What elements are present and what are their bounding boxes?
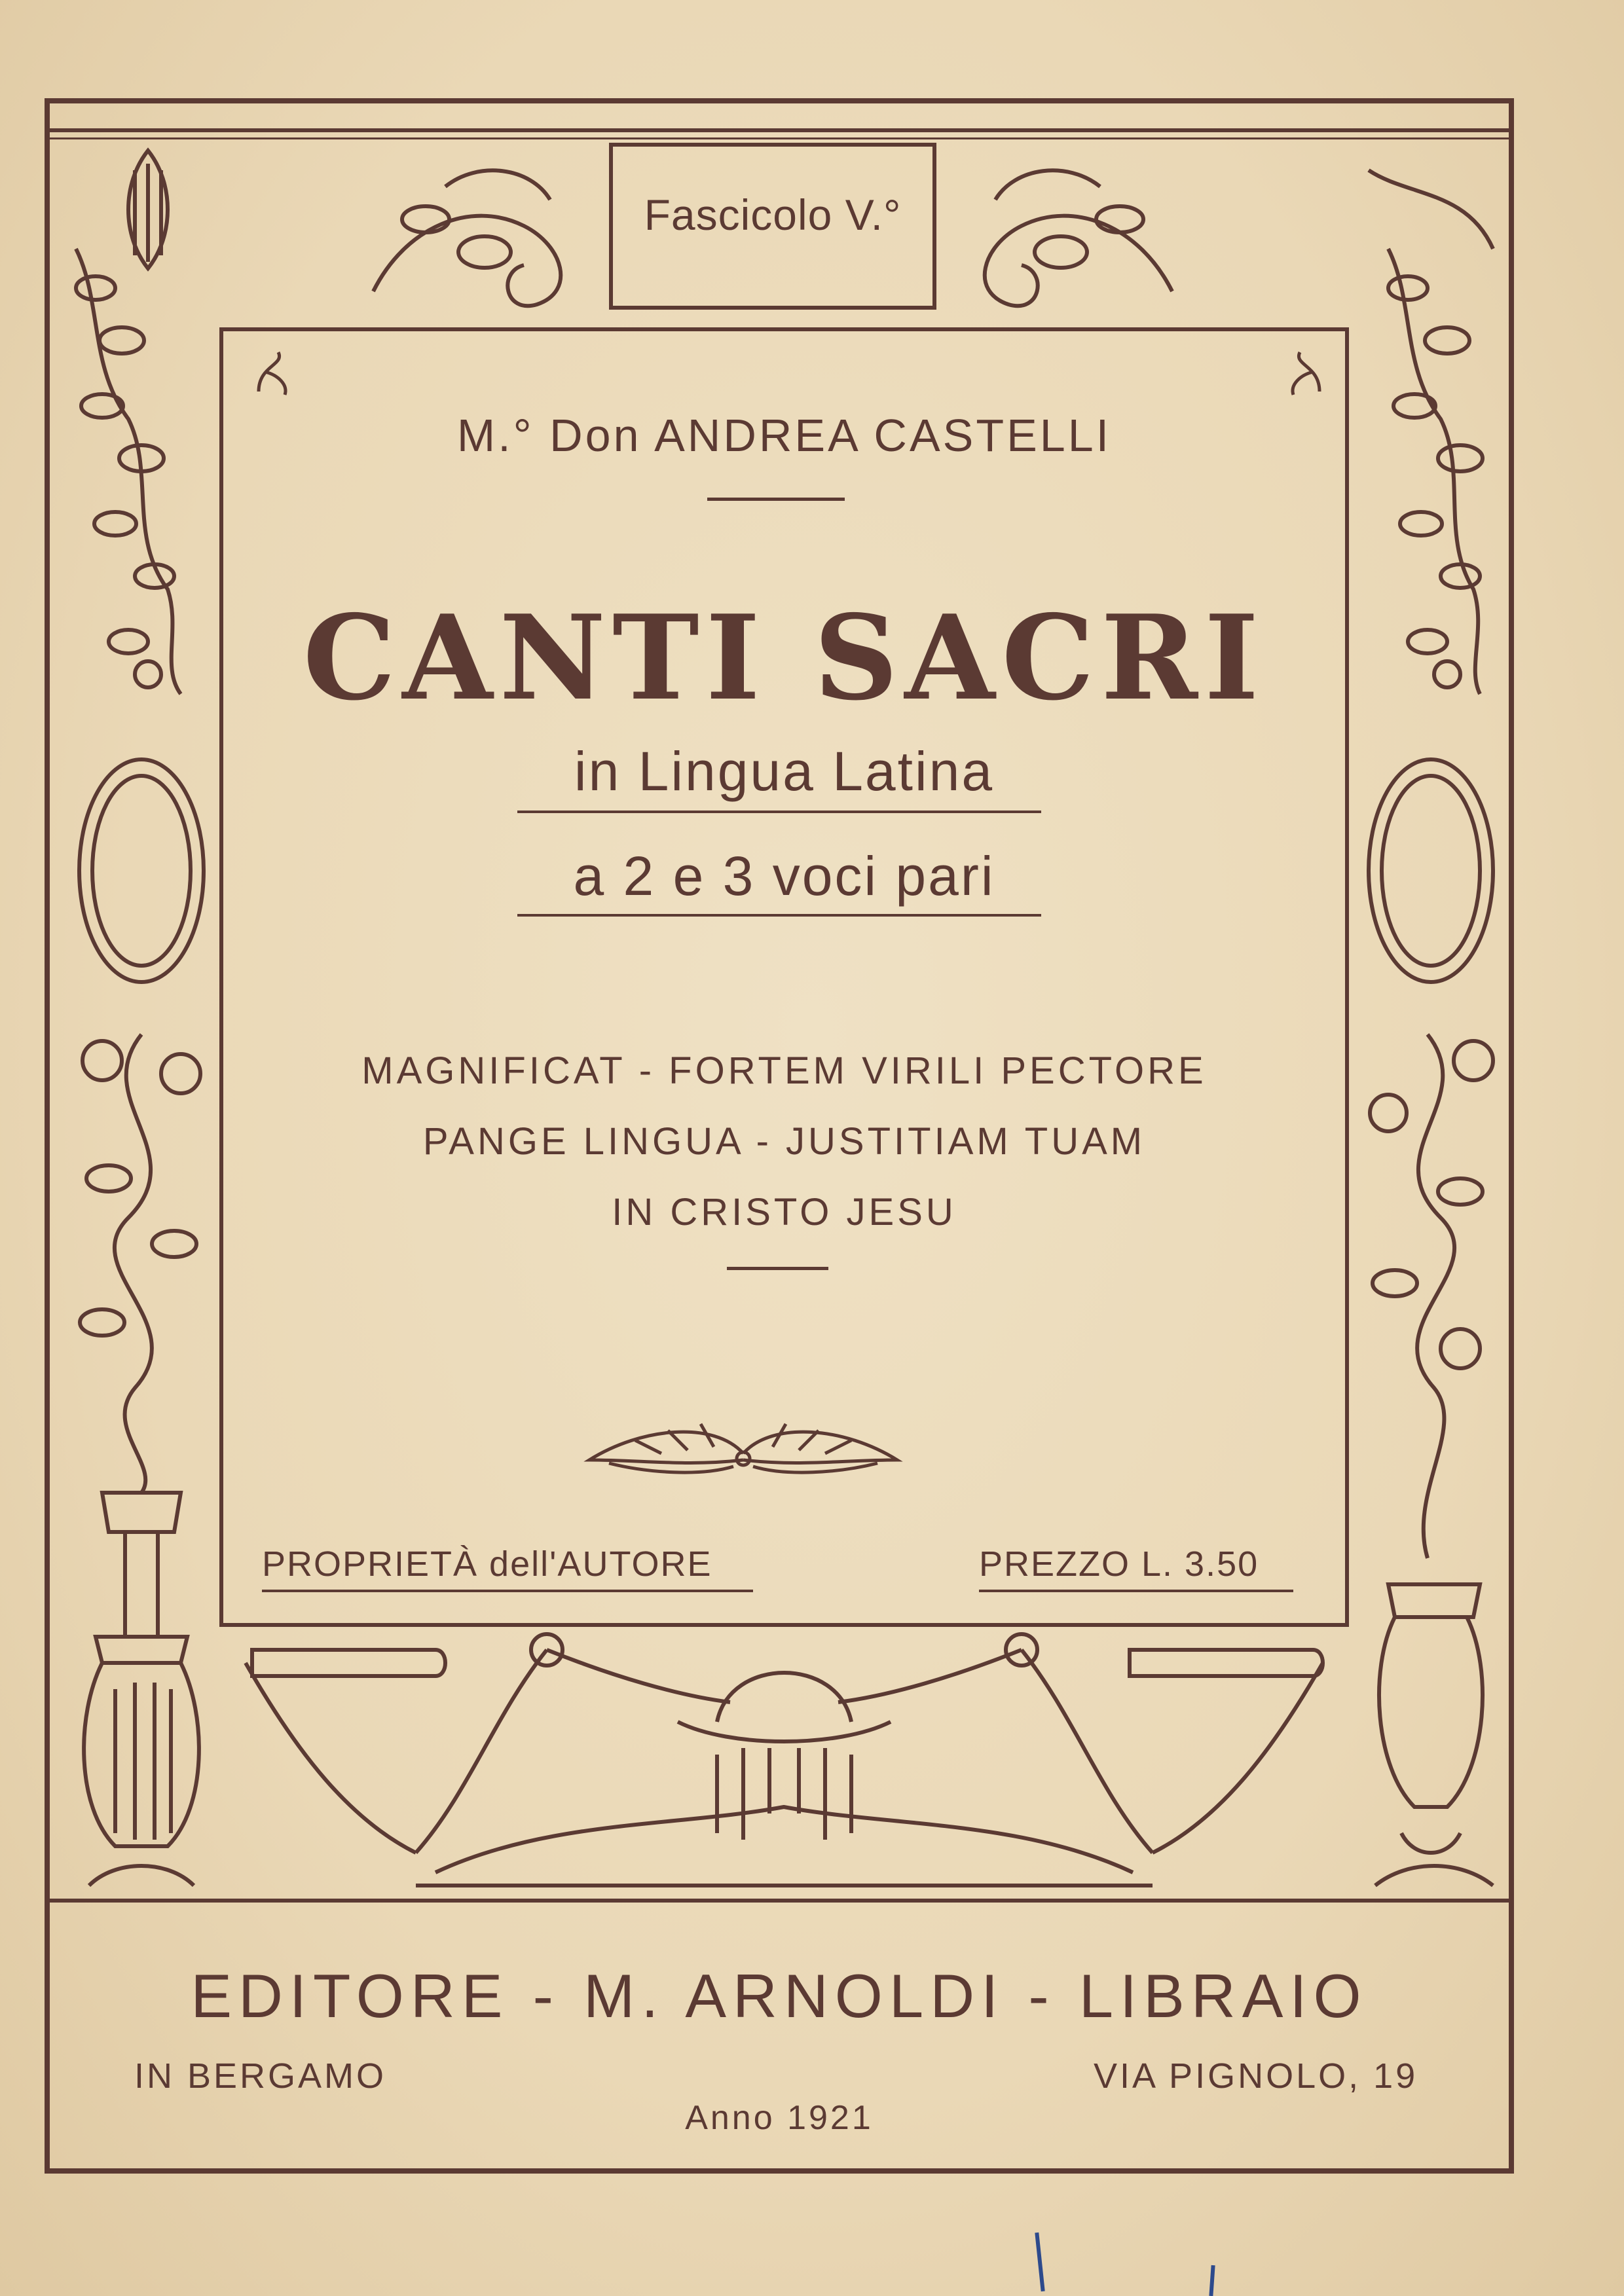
piece-line-3: IN CRISTO JESU xyxy=(612,1191,957,1233)
publisher-city: IN BERGAMO xyxy=(134,2056,387,2096)
subtitle-voices-underline xyxy=(517,914,1041,917)
top-left-scroll-ornament xyxy=(367,147,602,324)
winged-emblem-icon xyxy=(583,1401,904,1493)
corner-flourish-left xyxy=(252,346,298,398)
rights-label: PROPRIETÀ dell'AUTORE xyxy=(262,1544,712,1584)
price-label: PREZZO L. 3.50 xyxy=(979,1544,1259,1584)
publisher-line: EDITORE - M. ARNOLDI - LIBRAIO xyxy=(191,1961,1368,2030)
author-divider xyxy=(707,498,845,501)
author-line: M.° Don ANDREA CASTELLI xyxy=(456,410,1112,461)
fountain-garland-ornament xyxy=(219,1624,1349,1899)
pieces-divider xyxy=(727,1267,828,1270)
left-ornament xyxy=(50,131,220,1899)
price-underline xyxy=(979,1590,1293,1592)
rights-underline xyxy=(262,1590,753,1592)
footer-top-rule xyxy=(45,1899,1514,1903)
subtitle-voices: a 2 e 3 voci pari xyxy=(573,845,995,907)
piece-line-2: PANGE LINGUA - JUSTITIAM TUAM xyxy=(422,1120,1146,1163)
subtitle-language-underline xyxy=(517,811,1041,813)
title: CANTI SACRI xyxy=(303,589,1266,726)
top-rule xyxy=(45,128,1514,132)
right-ornament xyxy=(1349,131,1513,1899)
publication-year: Anno 1921 xyxy=(685,2099,874,2137)
piece-line-1: MAGNIFICAT - FORTEM VIRILI PECTORE xyxy=(361,1049,1207,1092)
fascicolo-label: Fascicolo V.° xyxy=(644,191,902,239)
top-right-scroll-ornament xyxy=(943,147,1179,324)
publisher-address: VIA PIGNOLO, 19 xyxy=(1094,2056,1418,2096)
top-rule-thin xyxy=(45,137,1514,139)
corner-flourish-right xyxy=(1280,346,1326,398)
subtitle-language: in Lingua Latina xyxy=(574,740,995,802)
